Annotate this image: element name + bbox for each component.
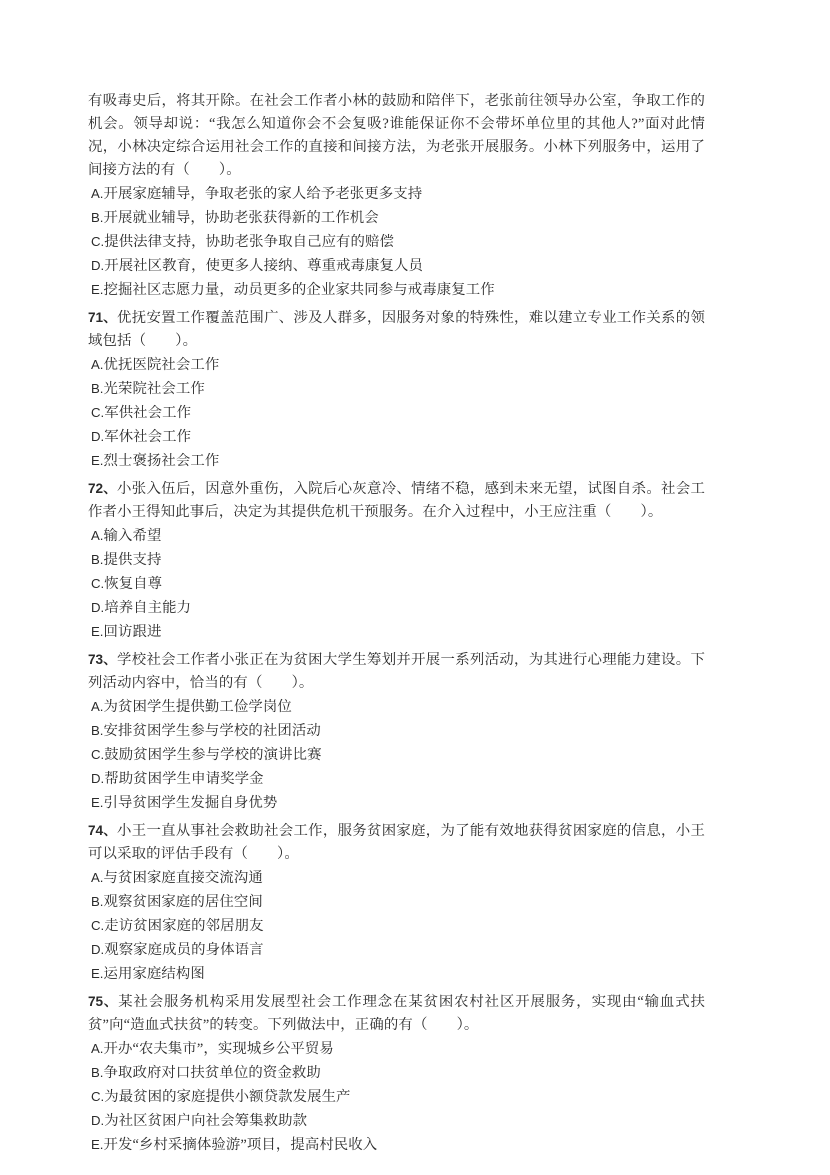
question-block	[88, 819, 705, 986]
option-separator: .	[99, 282, 104, 297]
option-text: 运用家庭结构图	[103, 966, 205, 982]
answer-option[interactable]	[88, 353, 705, 377]
answer-option[interactable]	[88, 743, 705, 767]
answer-option[interactable]	[88, 206, 705, 230]
option-text: 烈士褒扬社会工作	[103, 453, 220, 469]
answer-option[interactable]	[88, 401, 705, 425]
option-text: 军休社会工作	[104, 429, 192, 445]
option-text: 开展社区教育，使更多人接纳、尊重戒毒康复人员	[104, 258, 423, 274]
question-stem	[88, 477, 705, 524]
option-separator: .	[99, 210, 104, 225]
answer-option[interactable]	[88, 938, 705, 962]
option-separator: .	[100, 576, 105, 591]
question-block	[88, 90, 705, 302]
option-separator: .	[100, 942, 105, 957]
question-stem-text: 小王一直从事社会救助社会工作，服务贫困家庭，为了能有效地获得贫困家庭的信息，小王可以采取的评估手段有（ ）。	[88, 823, 705, 862]
option-separator: .	[99, 453, 104, 468]
answer-option[interactable]	[88, 914, 705, 938]
option-separator: .	[100, 771, 105, 786]
option-letter: D	[91, 1113, 101, 1128]
option-separator: .	[100, 1113, 105, 1128]
option-separator: .	[99, 381, 104, 396]
option-separator: .	[99, 870, 104, 885]
option-text: 优抚医院社会工作	[103, 357, 220, 373]
option-separator: .	[100, 429, 105, 444]
answer-option[interactable]	[88, 254, 705, 278]
option-separator: .	[99, 699, 104, 714]
question-number: 73、	[88, 652, 118, 667]
question-number: 75、	[88, 994, 119, 1009]
option-separator: .	[99, 552, 104, 567]
option-text: 争取政府对口扶贫单位的资金救助	[103, 1065, 321, 1081]
option-separator: .	[100, 234, 105, 249]
answer-option[interactable]	[88, 962, 705, 986]
option-text: 军供社会工作	[104, 405, 192, 421]
option-letter: D	[91, 600, 101, 615]
question-block	[88, 990, 705, 1157]
option-separator: .	[100, 600, 105, 615]
answer-option[interactable]	[88, 596, 705, 620]
option-letter: C	[91, 918, 101, 933]
answer-option[interactable]	[88, 1061, 705, 1085]
option-letter: B	[91, 723, 100, 738]
option-text: 恢复自尊	[104, 576, 163, 592]
option-separator: .	[99, 624, 104, 639]
option-letter: C	[91, 576, 101, 591]
question-stem-text: 有吸毒史后，将其开除。在社会工作者小林的鼓励和陪伴下，老张前往领导办公室，争取工作的机会。领导却说：“我怎么知道你会不会复吸?谁能保证你不会带坏单位里的其他人?”面对此情况，小林决定综合运用社会工作的直接和间接方法，为老张开展服务。小林下列服务中，运用了间接方法的有（ ）。	[88, 93, 705, 178]
option-letter: E	[91, 282, 100, 297]
question-number: 74、	[88, 823, 118, 838]
option-separator: .	[100, 1089, 105, 1104]
option-separator: .	[100, 918, 105, 933]
option-letter: C	[91, 1089, 101, 1104]
option-separator: .	[99, 894, 104, 909]
option-text: 光荣院社会工作	[103, 381, 205, 397]
option-text: 开展家庭辅导，争取老张的家人给予老张更多支持	[103, 186, 423, 202]
option-separator: .	[99, 1041, 104, 1056]
answer-option[interactable]	[88, 572, 705, 596]
question-stem	[88, 648, 705, 695]
option-text: 挖掘社区志愿力量，动员更多的企业家共同参与戒毒康复工作	[103, 282, 495, 298]
option-letter: D	[91, 771, 101, 786]
answer-option[interactable]	[88, 548, 705, 572]
option-text: 引导贫困学生发掘自身优势	[103, 795, 278, 811]
option-letter: C	[91, 405, 101, 420]
option-letter: D	[91, 942, 101, 957]
option-letter: E	[91, 624, 100, 639]
option-text: 为社区贫困户向社会筹集救助款	[104, 1113, 308, 1129]
answer-option[interactable]	[88, 890, 705, 914]
answer-option[interactable]	[88, 425, 705, 449]
option-letter: E	[91, 966, 100, 981]
question-block	[88, 648, 705, 815]
option-text: 回访跟进	[103, 624, 162, 640]
option-text: 走访贫困家庭的邻居朋友	[104, 918, 264, 934]
option-separator: .	[99, 1065, 104, 1080]
answer-option[interactable]	[88, 1085, 705, 1109]
option-text: 开发“乡村采摘体验游”项目，提高村民收入	[103, 1137, 378, 1153]
answer-option[interactable]	[88, 278, 705, 302]
option-text: 帮助贫困学生申请奖学金	[104, 771, 264, 787]
option-separator: .	[99, 186, 104, 201]
option-letter: E	[91, 795, 100, 810]
option-text: 观察贫困家庭的居住空间	[103, 894, 263, 910]
option-letter: E	[91, 1137, 100, 1152]
option-letter: B	[91, 1065, 100, 1080]
answer-option[interactable]	[88, 182, 705, 206]
option-letter: B	[91, 552, 100, 567]
option-letter: D	[91, 258, 101, 273]
option-letter: C	[91, 747, 101, 762]
answer-option[interactable]	[88, 1133, 705, 1157]
option-separator: .	[99, 795, 104, 810]
option-text: 开办“农夫集市”，实现城乡公平贸易	[103, 1041, 334, 1057]
option-letter: B	[91, 381, 100, 396]
option-letter: A	[91, 186, 100, 201]
option-text: 与贫困家庭直接交流沟通	[103, 870, 263, 886]
option-text: 开展就业辅导，协助老张获得新的工作机会	[103, 210, 379, 226]
answer-option[interactable]	[88, 866, 705, 890]
option-letter: A	[91, 699, 100, 714]
option-text: 提供支持	[103, 552, 162, 568]
option-separator: .	[100, 405, 105, 420]
option-letter: D	[91, 429, 101, 444]
answer-option[interactable]	[88, 791, 705, 815]
option-text: 为最贫困的家庭提供小额贷款发展生产	[104, 1089, 351, 1105]
question-list	[88, 90, 705, 1157]
question-stem	[88, 306, 705, 353]
option-letter: A	[91, 528, 100, 543]
question-block	[88, 477, 705, 644]
answer-option[interactable]	[88, 620, 705, 644]
question-stem-text: 学校社会工作者小张正在为贫困大学生筹划并开展一系列活动，为其进行心理能力建设。下列活动内容中，恰当的有（ ）。	[88, 652, 705, 691]
option-letter: A	[91, 1041, 100, 1056]
question-stem	[88, 90, 705, 182]
answer-option[interactable]	[88, 377, 705, 401]
question-stem	[88, 819, 705, 866]
option-separator: .	[100, 258, 105, 273]
option-letter: E	[91, 453, 100, 468]
option-separator: .	[99, 528, 104, 543]
question-number: 71、	[88, 310, 118, 325]
question-stem	[88, 990, 705, 1037]
option-separator: .	[99, 723, 104, 738]
answer-option[interactable]	[88, 767, 705, 791]
question-stem-text: 优抚安置工作覆盖范围广、涉及人群多，因服务对象的特殊性，难以建立专业工作关系的领域包括（ ）。	[88, 310, 705, 349]
option-letter: C	[91, 234, 101, 249]
question-block	[88, 306, 705, 473]
answer-option[interactable]	[88, 524, 705, 548]
option-letter: A	[91, 870, 100, 885]
answer-option[interactable]	[88, 449, 705, 473]
option-separator: .	[99, 1137, 104, 1152]
answer-option[interactable]	[88, 695, 705, 719]
answer-option[interactable]	[88, 230, 705, 254]
option-letter: B	[91, 210, 100, 225]
option-text: 鼓励贫困学生参与学校的演讲比赛	[104, 747, 322, 763]
question-stem-text: 小张入伍后，因意外重伤，入院后心灰意冷、情绪不稳，感到未来无望，试图自杀。社会工作者小王得知此事后，决定为其提供危机干预服务。在介入过程中，小王应注重（ ）。	[88, 481, 705, 520]
option-letter: A	[91, 357, 100, 372]
option-text: 观察家庭成员的身体语言	[104, 942, 264, 958]
option-letter: B	[91, 894, 100, 909]
option-text: 为贫困学生提供勤工俭学岗位	[103, 699, 292, 715]
answer-option[interactable]	[88, 719, 705, 743]
option-separator: .	[99, 357, 104, 372]
question-number: 72、	[88, 481, 118, 496]
option-text: 安排贫困学生参与学校的社团活动	[103, 723, 321, 739]
option-text: 培养自主能力	[104, 600, 192, 616]
option-separator: .	[99, 966, 104, 981]
answer-option[interactable]	[88, 1037, 705, 1061]
option-text: 提供法律支持，协助老张争取自己应有的赔偿	[104, 234, 395, 250]
question-stem-text: 某社会服务机构采用发展型社会工作理念在某贫困农村社区开展服务，实现由“输血式扶贫”向“造血式扶贫”的转变。下列做法中，正确的有（ ）。	[88, 994, 705, 1033]
option-text: 输入希望	[103, 528, 162, 544]
option-separator: .	[100, 747, 105, 762]
answer-option[interactable]	[88, 1109, 705, 1133]
